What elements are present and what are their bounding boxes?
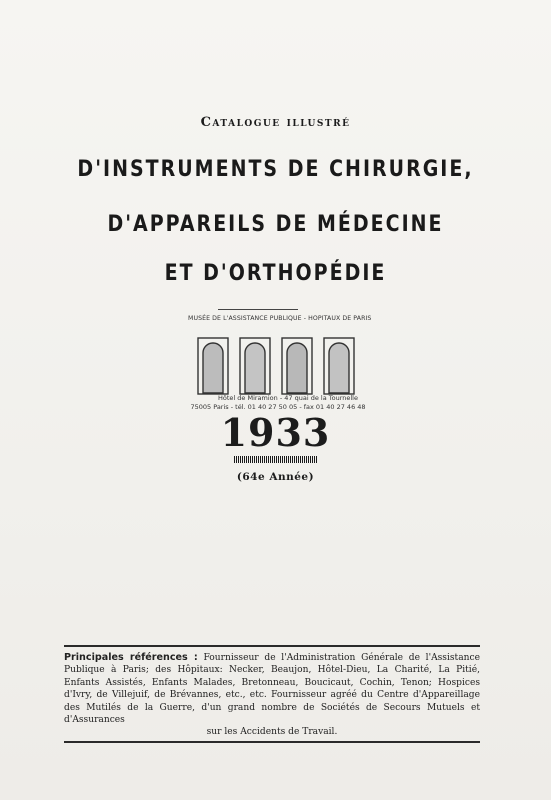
arches-logo-icon (196, 335, 361, 395)
stamp-address-line: Hôtel de Miramion - 47 quai de la Tournelle (218, 394, 358, 402)
references-block (64, 652, 480, 739)
stamp-museum-name: MUSÉE DE L'ASSISTANCE PUBLIQUE - HOPITAUX DE PARIS (188, 315, 372, 322)
year-underline-bar (234, 456, 318, 463)
title-line-1: D'INSTRUMENTS DE CHIRURGIE, (77, 156, 474, 182)
stamp-phone-line: 75005 Paris - tél. 01 40 27 50 05 - fax 01 40 27 46 48 (190, 403, 366, 411)
references-body: Fournisseur de l'Administration Générale de l'Assistance Publique à Paris; des Hôpitaux: Necker, Beaujon, Hôtel-Dieu, La Charité, La Pitié, Enfants Assistés, Enfants Malades, Bretonneau, Boucicaut, Cochin, Tenon; Hospices d'Ivry, de Villejuif, de Brévannes, etc., etc. Fournisseur agréé du Centre d'Appareillage des Mutilés de la Guerre, d'un grand nombre de Sociétés de Secours Mutuels et d'Assurances (64, 653, 480, 726)
stamp-rule (218, 309, 298, 310)
title-line-2: D'APPAREILS DE MÉDECINE (107, 211, 444, 237)
edition-number: (64e Année) (236, 471, 315, 483)
year: 1933 (220, 410, 331, 455)
museum-stamp (188, 315, 372, 415)
references-last-line: sur les Accidents de Travail. (206, 727, 338, 738)
title-line-3: ET D'ORTHOPÉDIE (164, 260, 387, 286)
references-label: Principales références : (64, 652, 198, 663)
references-bottom-rule (64, 741, 480, 743)
references-top-rule (64, 645, 480, 647)
catalogue-heading: Catalogue illustré (200, 115, 351, 130)
